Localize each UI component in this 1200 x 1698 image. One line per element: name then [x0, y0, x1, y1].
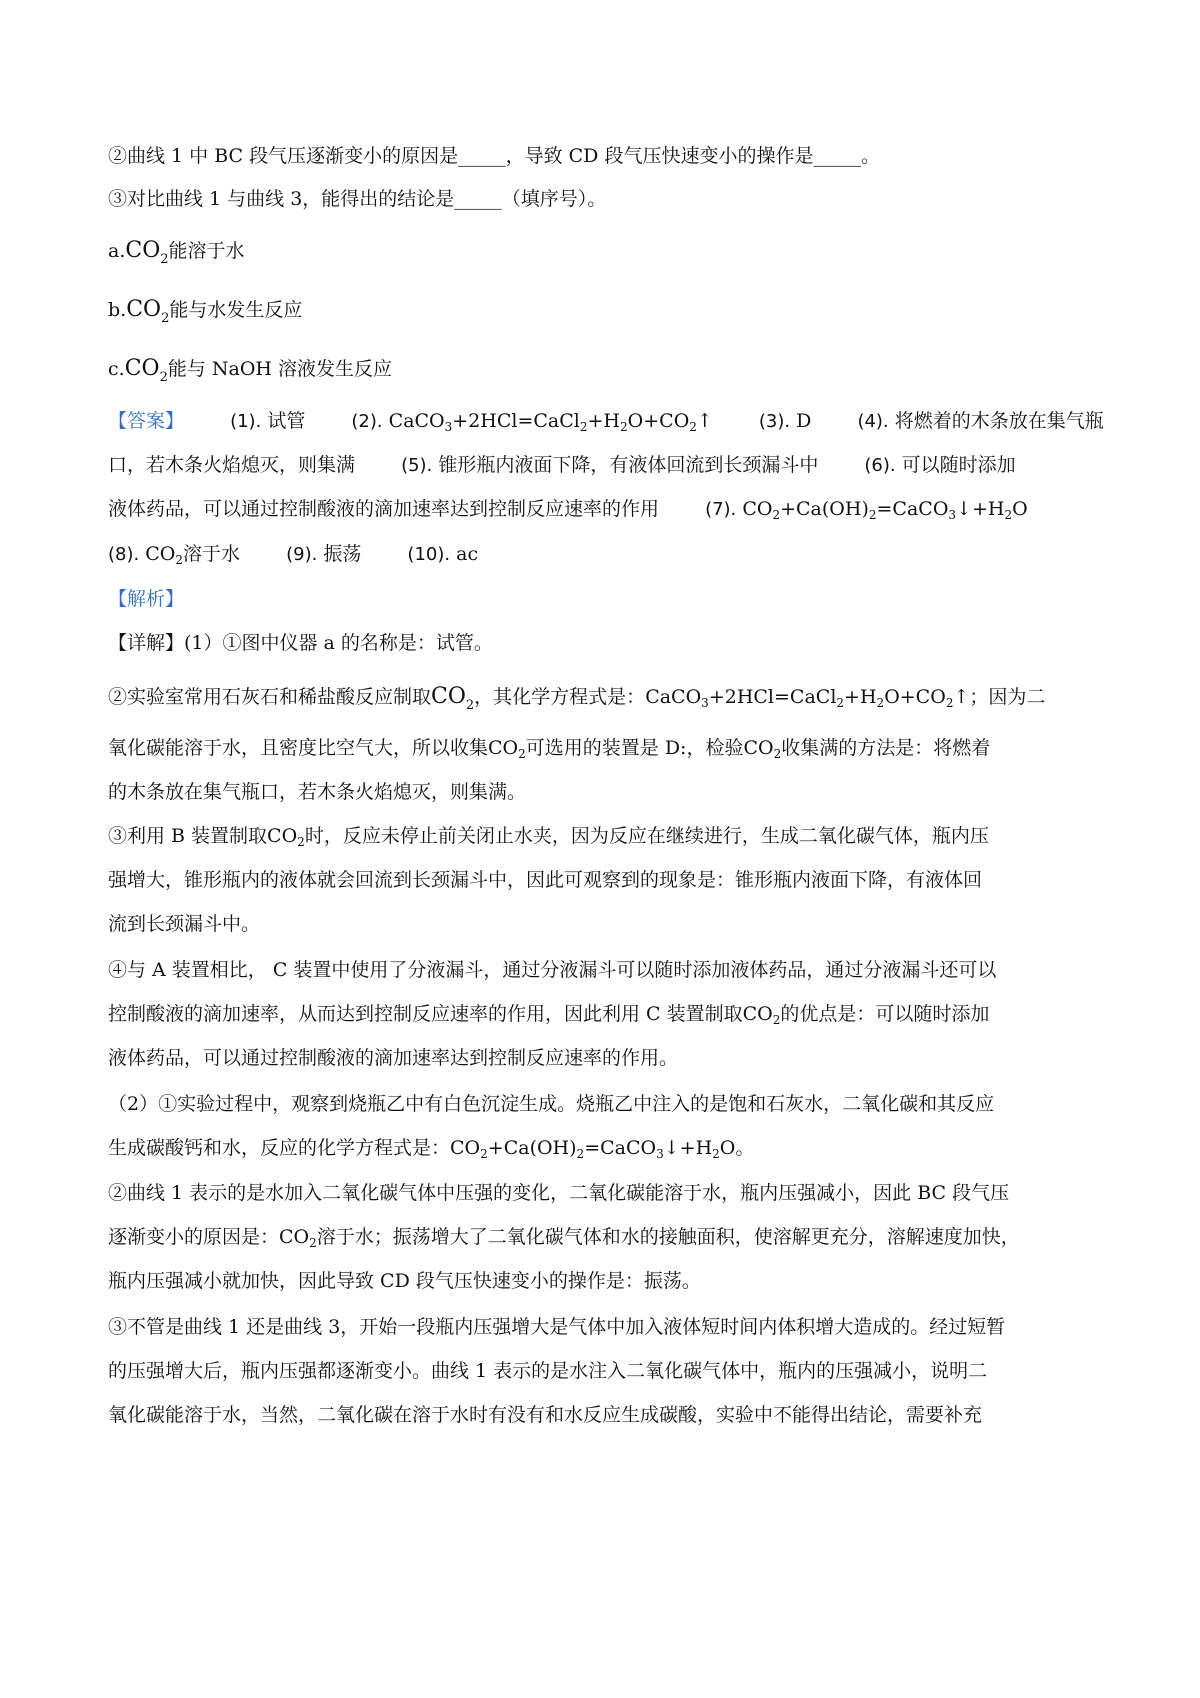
answer-line-3	[108, 496, 1100, 523]
detail-p10: 液体药品，可以通过控制酸液的滴加速率达到控制反应速率的作用。	[108, 1047, 679, 1069]
detail-p15: 瓶内压强减小就加快，因此导致 CD 段气压快速变小的操作是：振荡。	[108, 1270, 701, 1292]
equation-caco3-hcl: $CaCO_3+2HCl=CaCl_2+H_2O+CO_2↑$	[645, 686, 970, 710]
detail-p9: 控制酸液的滴加速率，从而达到控制反应速率的作用，因此利用 C 装置制取$CO_2$的优点是：可以随时添加	[108, 1003, 990, 1027]
option-text: 能与水发生反应	[169, 299, 303, 321]
detail-p11: （2）①实验过程中，观察到烧瓶乙中有白色沉淀生成。烧瓶乙中注入的是饱和石灰水，二氧化碳和其反应	[108, 1093, 995, 1115]
formula-co: CO	[125, 238, 161, 263]
answer-num: (3).	[758, 411, 791, 432]
answer-line-2	[108, 452, 1100, 479]
question-line-3: ③对比曲线 1 与曲线 3，能得出的结论是_____（填序号）。	[108, 188, 607, 210]
detail-p3: 氧化碳能溶于水，且密度比空气大，所以收集$CO_2$可选用的装置是 D:，检验$CO_2$收集满的方法是：将燃着	[108, 737, 991, 761]
answer-item: 试管	[267, 410, 306, 432]
option-text: 能溶于水	[168, 240, 245, 262]
answer-item: 可以随时添加	[901, 454, 1016, 476]
answer-item: ac	[456, 543, 479, 565]
option-a	[108, 238, 1100, 267]
option-b	[108, 297, 1100, 326]
answer-num: (4).	[857, 411, 889, 432]
detail-p1: 【详解】(1）①图中仪器 a 的名称是：试管。	[108, 632, 493, 654]
answer-item: 口，若木条火焰熄灭，则集满	[108, 454, 356, 476]
answer-item: 将燃着的木条放在集气瓶	[894, 410, 1104, 432]
equation-co2-caoh2: $CO_2+Ca(OH)_2=CaCO_3↓+H_2O$	[742, 498, 1028, 522]
detail-p7: 流到长颈漏斗中。	[108, 913, 261, 935]
answer-num: (8).	[108, 544, 140, 565]
formula-sub: 2	[159, 370, 168, 385]
detail-p14: 逐渐变小的原因是：$CO_2$溶于水；振荡增大了二氧化碳气体和水的接触面积，使溶解更充分，溶解速度加快，	[108, 1226, 1020, 1250]
formula-co: CO	[126, 297, 162, 322]
detail-p4: 的木条放在集气瓶口，若木条火焰熄灭，则集满。	[108, 781, 527, 803]
answer-item: 振荡	[323, 543, 362, 565]
detail-p18: 氧化碳能溶于水，当然，二氧化碳在溶于水时有没有和水反应生成碳酸，实验中不能得出结论，需要补充	[108, 1404, 983, 1426]
answer-item: 锥形瓶内液面下降，有液体回流到长颈漏斗中	[438, 454, 819, 476]
option-prefix: c.	[108, 358, 125, 380]
option-c	[108, 356, 1100, 385]
answer-num: (6).	[864, 455, 896, 476]
formula-sub: 2	[160, 252, 169, 267]
answer-item: 液体药品，可以通过控制酸液的滴加速率达到控制反应速率的作用	[108, 498, 660, 520]
answer-item: D	[796, 410, 812, 432]
question-line-2: ②曲线 1 中 BC 段气压逐渐变小的原因是_____，导致 CD 段气压快速变小的操作是_____。	[108, 145, 880, 167]
detail-p13: ②曲线 1 表示的是水加入二氧化碳气体中压强的变化，二氧化碳能溶于水，瓶内压强减小，因此 BC 段气压	[108, 1182, 1010, 1204]
option-prefix: a.	[108, 240, 126, 262]
equation-co2-caoh2: $CO_2+Ca(OH)_2=CaCO_3↓+H_2O$	[450, 1137, 736, 1161]
detail-p16: ③不管是曲线 1 还是曲线 3，开始一段瓶内压强增大是气体中加入液体短时间内体积增大造成的。经过短暂	[108, 1316, 1006, 1338]
answer-num: (9).	[286, 544, 318, 565]
option-prefix: b.	[108, 299, 127, 321]
answer-num: (2).	[351, 411, 383, 432]
detail-p8: ④与 A 装置相比， C 装置中使用了分液漏斗，通过分液漏斗可以随时添加液体药品，通过分液漏斗还可以	[108, 959, 997, 981]
formula-co: CO	[124, 356, 160, 381]
detail-p5: ③利用 B 装置制取$CO_2$时，反应未停止前关闭止水夹，因为反应在继续进行，生成二氧化碳气体，瓶内压	[108, 825, 989, 849]
detail-p17: 的压强增大后，瓶内压强都逐渐变小。曲线 1 表示的是水注入二氧化碳气体中，瓶内的压强减小，说明二	[108, 1360, 988, 1382]
answer-item: 溶于水	[183, 543, 241, 565]
answer-line-1	[108, 408, 1104, 435]
detail-p2: ②实验室常用石灰石和稀盐酸反应制取$CO_2$，其化学方程式是：$CaCO_3+2HCl=CaCl_2+H_2O+CO_2↑$；因为二	[108, 684, 1046, 713]
equation-caco3-hcl: $CaCO_3+2HCl=CaCl_2+H_2O+CO_2↑$	[388, 410, 713, 434]
analysis-tag: 【解析】	[108, 588, 185, 610]
answer-num: (5).	[401, 455, 433, 476]
detail-p6: 强增大，锥形瓶内的液体就会回流到长颈漏斗中，因此可观察到的现象是：锥形瓶内液面下降，有液体回	[108, 869, 983, 891]
answer-num: (7).	[705, 499, 737, 520]
detail-p12: 生成碳酸钙和水，反应的化学方程式是：$CO_2+Ca(OH)_2=CaCO_3↓+H_2O$。	[108, 1137, 755, 1161]
answer-num: (10).	[407, 544, 451, 565]
formula-sub: 2	[161, 311, 170, 326]
answer-tag: 【答案】	[108, 410, 185, 432]
answer-line-4: (8). $CO_2$溶于水 (9). 振荡 (10). ac	[108, 543, 479, 567]
answer-num: (1).	[230, 411, 262, 432]
option-text: 能与 NaOH 溶液发生反应	[167, 358, 393, 380]
